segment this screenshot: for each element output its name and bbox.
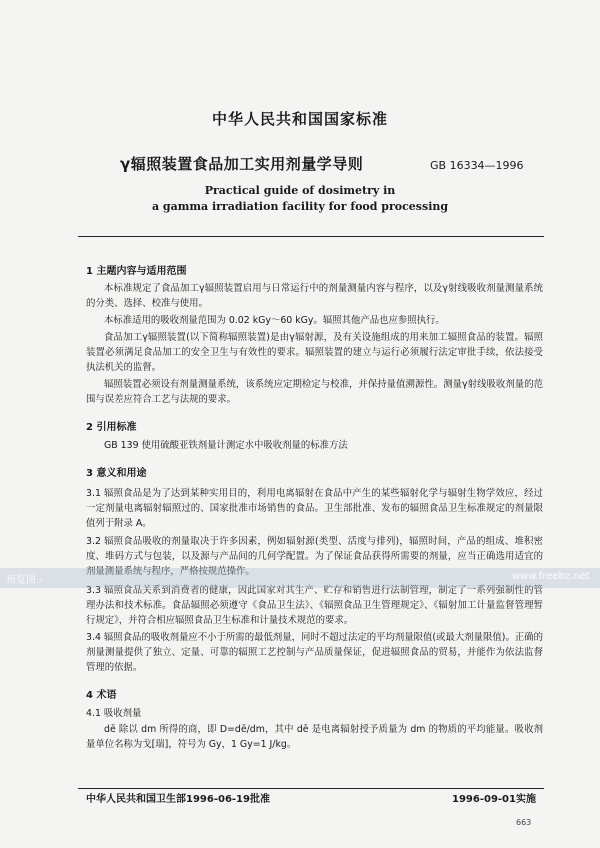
section-3-heading: 3 意义和用途 <box>86 468 147 479</box>
english-title-line2: a gamma irradiation facility for food processing <box>151 200 449 213</box>
top-rule <box>78 236 544 237</box>
approval-note: 中华人民共和国卫生部1996-06-19批准 <box>86 794 270 805</box>
doc-title: γ辐照装置食品加工实用剂量学导则 <box>120 155 364 173</box>
section-2-heading: 2 引用标准 <box>86 422 137 433</box>
section-4-heading: 4 术语 <box>86 690 117 701</box>
section-1-para-4: 辐照装置必须设有剂量测量系统，该系统应定期检定与校准，并保持量值溯源性。测量γ射线吸收剂量的范围与误差应符合工艺与法规的要求。 <box>86 379 543 406</box>
section-3-para-3: 3.3 辐照食品关系到消费者的健康，因此国家对其生产、贮存和销售进行法制管理，制定了一系列强制性的管理办法和技术标准。食品辐照必须遵守《食品卫生法》、《辐照食品卫生管理规定》、《辐射加工计量监督管理暂行规定》，并符合相应辐照食品卫生标准和计量技术规范的要求。 <box>86 585 543 627</box>
section-3-para-1: 3.1 辐照食品是为了达到某种实用目的，利用电离辐射在食品中产生的某些辐射化学与辐射生物学效应，经过一定剂量电离辐射辐照过的、国家批准市场销售的食品。卫生部批准、发布的辐照食品卫生标准规定的剂量限值列于附录 A。 <box>86 488 543 530</box>
bottom-rule <box>78 788 544 789</box>
standard-number: GB 16334—1996 <box>430 159 524 172</box>
preview-watermark-band <box>0 568 600 588</box>
english-title-line1: Practical guide of dosimetry in <box>204 184 396 197</box>
section-2-para-1: GB 139 使用硫酸亚铁剂量计测定水中吸收剂量的标准方法 <box>104 440 348 451</box>
section-1-para-1: 本标准规定了食品加工γ辐照装置启用与日常运行中的剂量测量内容与程序，以及γ射线吸收剂量测量系统的分类、选择、校准与使用。 <box>86 283 543 310</box>
term-4-1-definition: dē 除以 dm 所得的商，即 D=dē/dm，其中 dē 是电离辐射授予质量为 dm 的物质的平均能量。吸收剂量单位名称为戈[瑞]，符号为 Gy，1 Gy=1 J/kg。 <box>86 724 543 751</box>
section-1-para-3: 食品加工γ辐照装置(以下简称辐照装置)是由γ辐射源，及有关设施组成的用来加工辐照食品的装置。辐照装置必须满足食品加工的安全卫生与有效性的要求。辐照装置的建立与运行必须履行法定审批手续，依法接受执法机关的监督。 <box>86 332 543 374</box>
watermark-text-left: 预览图 - <box>6 575 43 586</box>
section-3-para-2: 3.2 辐照食品吸收的剂量取决于许多因素，例如辐射源(类型、活度与排列)，辐照时间，产品的组成、堆积密度、堆码方式与包装，以及源与产品间的几何学配置。为了保证食品获得所需要的剂量，应当正确选用适宜的剂量测量系统与程序，严格按规范操作。 <box>86 536 543 578</box>
org-title: 中华人民共和国国家标准 <box>211 110 388 128</box>
section-3-para-4: 3.4 辐照食品的吸收剂量应不小于所需的最低剂量，同时不超过法定的平均剂量限值(或最大剂量限值)。正确的剂量测量提供了独立、定量、可靠的辐照工艺控制与产品质量保证，促进辐照食品的贸易，并能作为依法监督管理的依据。 <box>86 632 543 674</box>
term-4-1: 4.1 吸收剂量 <box>86 708 142 719</box>
page-number: 663 <box>516 818 532 827</box>
section-1-para-2: 本标准适用的吸收剂量范围为 0.02 kGy～60 kGy。辐照其他产品也应参照执行。 <box>104 315 445 326</box>
section-1-heading: 1 主题内容与适用范围 <box>86 266 187 277</box>
implementation-date: 1996-09-01实施 <box>452 794 536 805</box>
watermark-text-right: www.freebz.net <box>512 571 590 582</box>
